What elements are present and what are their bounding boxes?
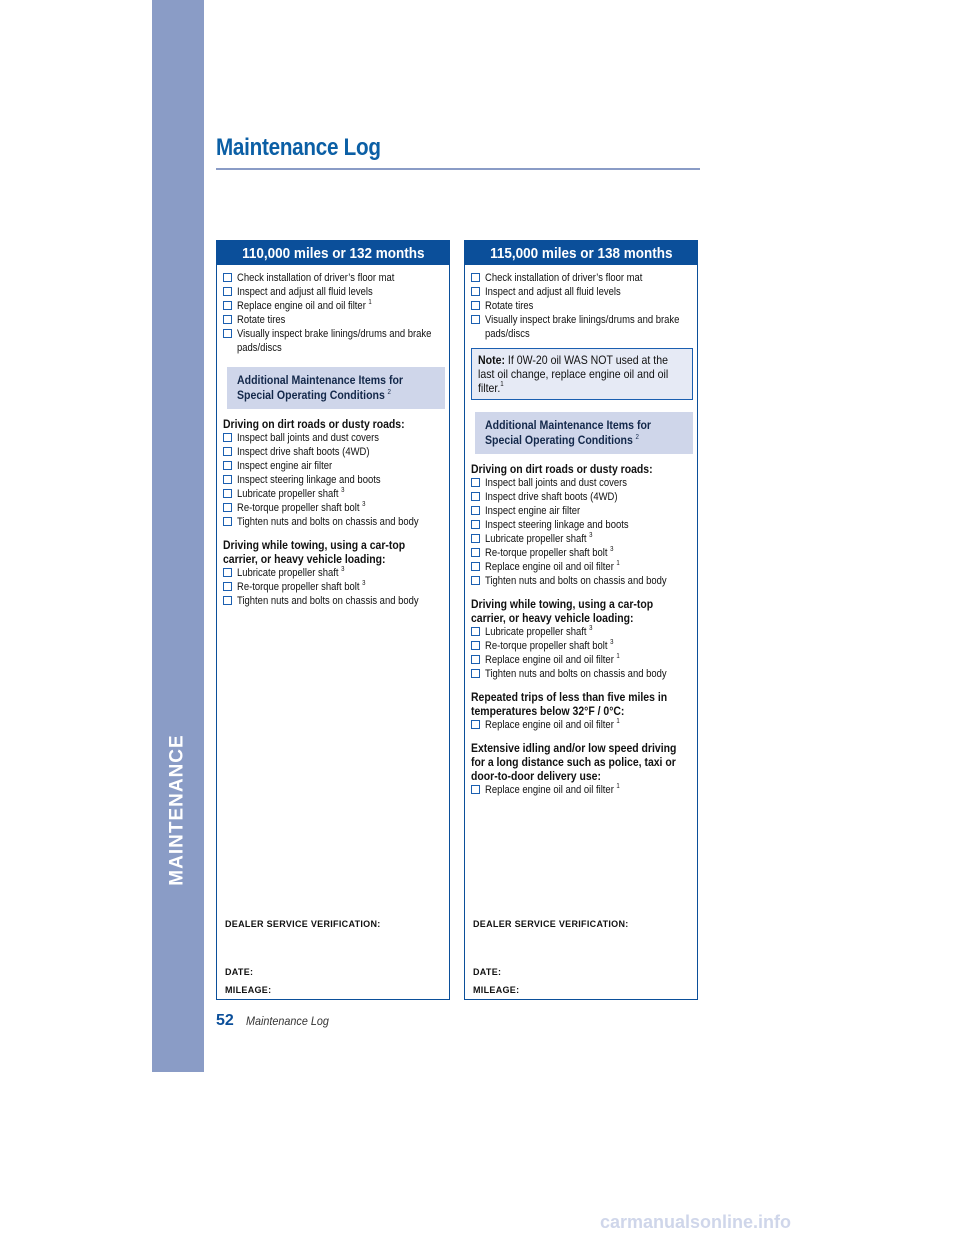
- checklist-item: [471, 718, 693, 732]
- checklist-item-text: Replace engine oil and oil filter $^1$: [485, 560, 620, 573]
- log-column-110000: [216, 240, 450, 1000]
- checklist-item: [471, 560, 693, 574]
- checklist-item: [223, 501, 445, 515]
- checkbox-icon[interactable]: [223, 461, 232, 470]
- checkbox-icon[interactable]: [471, 562, 480, 571]
- checklist-item-text: Re-torque propeller shaft bolt $^3$: [237, 501, 366, 514]
- checklist-item-text: Check installation of driver’s floor mat: [485, 272, 643, 284]
- checklist-item-text: Inspect drive shaft boots (4WD): [237, 446, 370, 458]
- checklist-item-text: Re-torque propeller shaft bolt $^3$: [237, 580, 366, 593]
- checklist-item: [471, 518, 693, 532]
- checkbox-icon[interactable]: [471, 785, 480, 794]
- watermark: carmanualsonline.info: [600, 1212, 792, 1232]
- checkbox-icon[interactable]: [471, 534, 480, 543]
- footnote-marker: 1: [616, 653, 620, 660]
- checklist-item-text: Replace engine oil and oil filter $^1$: [237, 299, 372, 312]
- checklist-item: [471, 574, 693, 588]
- checkbox-icon[interactable]: [223, 489, 232, 498]
- checklist-item-text: Tighten nuts and bolts on chassis and body: [485, 575, 667, 587]
- checklist-item-text: Lubricate propeller shaft $^3$: [485, 625, 593, 638]
- checklist-item: [223, 580, 445, 594]
- checkbox-icon[interactable]: [471, 315, 480, 324]
- checklist-item: [471, 783, 693, 797]
- special-conditions-heading: Additional Maintenance Items for Special Operating Conditions $^2$: [475, 412, 693, 454]
- checklist-item: [223, 271, 445, 285]
- item-list: [223, 566, 445, 608]
- checklist-item-text: Check installation of driver’s floor mat: [237, 272, 395, 284]
- checkbox-icon[interactable]: [223, 329, 232, 338]
- item-list: [471, 718, 693, 732]
- checkbox-icon[interactable]: [223, 596, 232, 605]
- footnote-marker: 1: [616, 718, 620, 725]
- checklist-item-text: Inspect ball joints and dust covers: [237, 432, 379, 444]
- checklist-item: [471, 653, 693, 667]
- checklist-item: [471, 639, 693, 653]
- item-list: [471, 476, 693, 588]
- checkbox-icon[interactable]: [223, 582, 232, 591]
- checkbox-icon[interactable]: [471, 301, 480, 310]
- condition-title: Extensive idling and/or low speed driving for a long distance such as police, taxi or door-to-door delivery use:: [471, 741, 677, 783]
- checklist-item: [223, 431, 445, 445]
- checklist-item: [471, 490, 693, 504]
- checklist-item-text: Lubricate propeller shaft $^3$: [485, 532, 593, 545]
- footnote-marker: 3: [341, 487, 345, 494]
- item-list: [223, 431, 445, 529]
- checklist-item: [471, 299, 693, 313]
- checkbox-icon[interactable]: [471, 478, 480, 487]
- checkbox-icon[interactable]: [471, 720, 480, 729]
- footnote-marker: 1: [616, 783, 620, 790]
- checklist-item: [223, 594, 445, 608]
- checklist-item: [223, 313, 445, 327]
- checklist-item: [223, 473, 445, 487]
- title-divider: [216, 168, 700, 170]
- checklist-item-text: Tighten nuts and bolts on chassis and body: [237, 595, 419, 607]
- footnote-marker: 3: [610, 546, 614, 553]
- checklist-item-text: Inspect engine air filter: [237, 460, 333, 472]
- checkbox-icon[interactable]: [223, 503, 232, 512]
- checklist-item-text: Tighten nuts and bolts on chassis and body: [485, 668, 667, 680]
- column-header: 115,000 miles or 138 months: [465, 241, 697, 265]
- checkbox-icon[interactable]: [223, 287, 232, 296]
- checklist-item-text: Replace engine oil and oil filter $^1$: [485, 783, 620, 796]
- checkbox-icon[interactable]: [471, 669, 480, 678]
- checkbox-icon[interactable]: [471, 287, 480, 296]
- checkbox-icon[interactable]: [223, 517, 232, 526]
- checklist-item-text: Inspect drive shaft boots (4WD): [485, 491, 618, 503]
- checklist-item-text: Inspect ball joints and dust covers: [485, 477, 627, 489]
- condition-title: Driving while towing, using a car-top carrier, or heavy vehicle loading:: [471, 597, 654, 625]
- condition-title: Driving while towing, using a car-top carrier, or heavy vehicle loading:: [223, 538, 406, 566]
- dealer-verification-label: DEALER SERVICE VERIFICATION:: [225, 919, 381, 929]
- checklist-item-text: Rotate tires: [485, 300, 534, 312]
- checklist-item: [223, 327, 445, 355]
- checklist-item: [223, 566, 445, 580]
- checklist-item: [223, 299, 445, 313]
- checklist-item: [223, 515, 445, 529]
- checkbox-icon[interactable]: [223, 433, 232, 442]
- side-tab-label: MAINTENANCE: [167, 734, 189, 886]
- checkbox-icon[interactable]: [223, 301, 232, 310]
- checklist-item-text: Re-torque propeller shaft bolt $^3$: [485, 639, 614, 652]
- item-list: [223, 271, 445, 355]
- checklist-item: [471, 285, 693, 299]
- page-title: Maintenance Log: [216, 134, 381, 161]
- mileage-label: MILEAGE:: [473, 985, 520, 995]
- checklist-item-text: Rotate tires: [237, 314, 286, 326]
- footnote-marker: 3: [362, 580, 366, 587]
- footnote-marker: 1: [368, 299, 372, 306]
- item-list: [471, 783, 693, 797]
- condition-title: Repeated trips of less than five miles in temperatures below 32°F / 0°C:: [471, 690, 668, 718]
- footnote-marker: 3: [589, 625, 593, 632]
- checkbox-icon[interactable]: [223, 447, 232, 456]
- checkbox-icon[interactable]: [471, 655, 480, 664]
- checklist-item-text: Visually inspect brake linings/drums and brake pads/discs: [485, 314, 680, 340]
- checklist-item: [471, 313, 693, 341]
- oil-note: Note: If 0W-20 oil WAS NOT used at the last oil change, replace engine oil and oil filter.$^1$: [471, 348, 693, 400]
- checklist-item-text: Replace engine oil and oil filter $^1$: [485, 653, 620, 666]
- item-list: [471, 625, 693, 681]
- checklist-item-text: Inspect engine air filter: [485, 505, 581, 517]
- date-label: DATE:: [225, 967, 254, 977]
- footnote-marker: 3: [362, 501, 366, 508]
- checklist-item: [471, 504, 693, 518]
- checklist-item: [223, 487, 445, 501]
- checklist-item-text: Tighten nuts and bolts on chassis and body: [237, 516, 419, 528]
- mileage-label: MILEAGE:: [225, 985, 272, 995]
- checklist-item: [223, 445, 445, 459]
- checklist-item: [471, 667, 693, 681]
- page-number: 52: [216, 1012, 234, 1029]
- checkbox-icon[interactable]: [223, 273, 232, 282]
- footer-label: Maintenance Log: [246, 1014, 329, 1028]
- checklist-item-text: Replace engine oil and oil filter $^1$: [485, 718, 620, 731]
- date-label: DATE:: [473, 967, 502, 977]
- checklist-item-text: Inspect steering linkage and boots: [237, 474, 381, 486]
- item-list: [471, 271, 693, 341]
- condition-title: Driving on dirt roads or dusty roads:: [223, 417, 405, 431]
- checkbox-icon[interactable]: [223, 475, 232, 484]
- footnote-marker: 3: [341, 566, 345, 573]
- checkbox-icon[interactable]: [471, 641, 480, 650]
- checklist-item: [471, 271, 693, 285]
- checkbox-icon[interactable]: [471, 627, 480, 636]
- checkbox-icon[interactable]: [471, 548, 480, 557]
- checkbox-icon[interactable]: [471, 506, 480, 515]
- checklist-item-text: Inspect steering linkage and boots: [485, 519, 629, 531]
- checklist-item: [223, 459, 445, 473]
- checklist-item: [223, 285, 445, 299]
- checkbox-icon[interactable]: [223, 315, 232, 324]
- checklist-item: [471, 625, 693, 639]
- footnote-marker: 1: [616, 560, 620, 567]
- checklist-item: [471, 476, 693, 490]
- checkbox-icon[interactable]: [471, 520, 480, 529]
- condition-title: Driving on dirt roads or dusty roads:: [471, 462, 653, 476]
- checkbox-icon[interactable]: [471, 273, 480, 282]
- checklist-item-text: Visually inspect brake linings/drums and brake pads/discs: [237, 328, 432, 354]
- checklist-item-text: Inspect and adjust all fluid levels: [237, 286, 373, 298]
- checklist-item-text: Lubricate propeller shaft $^3$: [237, 566, 345, 579]
- checkbox-icon[interactable]: [471, 576, 480, 585]
- dealer-verification-label: DEALER SERVICE VERIFICATION:: [473, 919, 629, 929]
- column-header: 110,000 miles or 132 months: [217, 241, 449, 265]
- footnote-marker: 3: [610, 639, 614, 646]
- checklist-item-text: Inspect and adjust all fluid levels: [485, 286, 621, 298]
- footnote-marker: 3: [589, 532, 593, 539]
- checklist-item: [471, 546, 693, 560]
- log-column-115000: [464, 240, 698, 1000]
- checkbox-icon[interactable]: [223, 568, 232, 577]
- special-conditions-heading: Additional Maintenance Items for Special Operating Conditions $^2$: [227, 367, 445, 409]
- checklist-item-text: Lubricate propeller shaft $^3$: [237, 487, 345, 500]
- checkbox-icon[interactable]: [471, 492, 480, 501]
- checklist-item: [471, 532, 693, 546]
- checklist-item-text: Re-torque propeller shaft bolt $^3$: [485, 546, 614, 559]
